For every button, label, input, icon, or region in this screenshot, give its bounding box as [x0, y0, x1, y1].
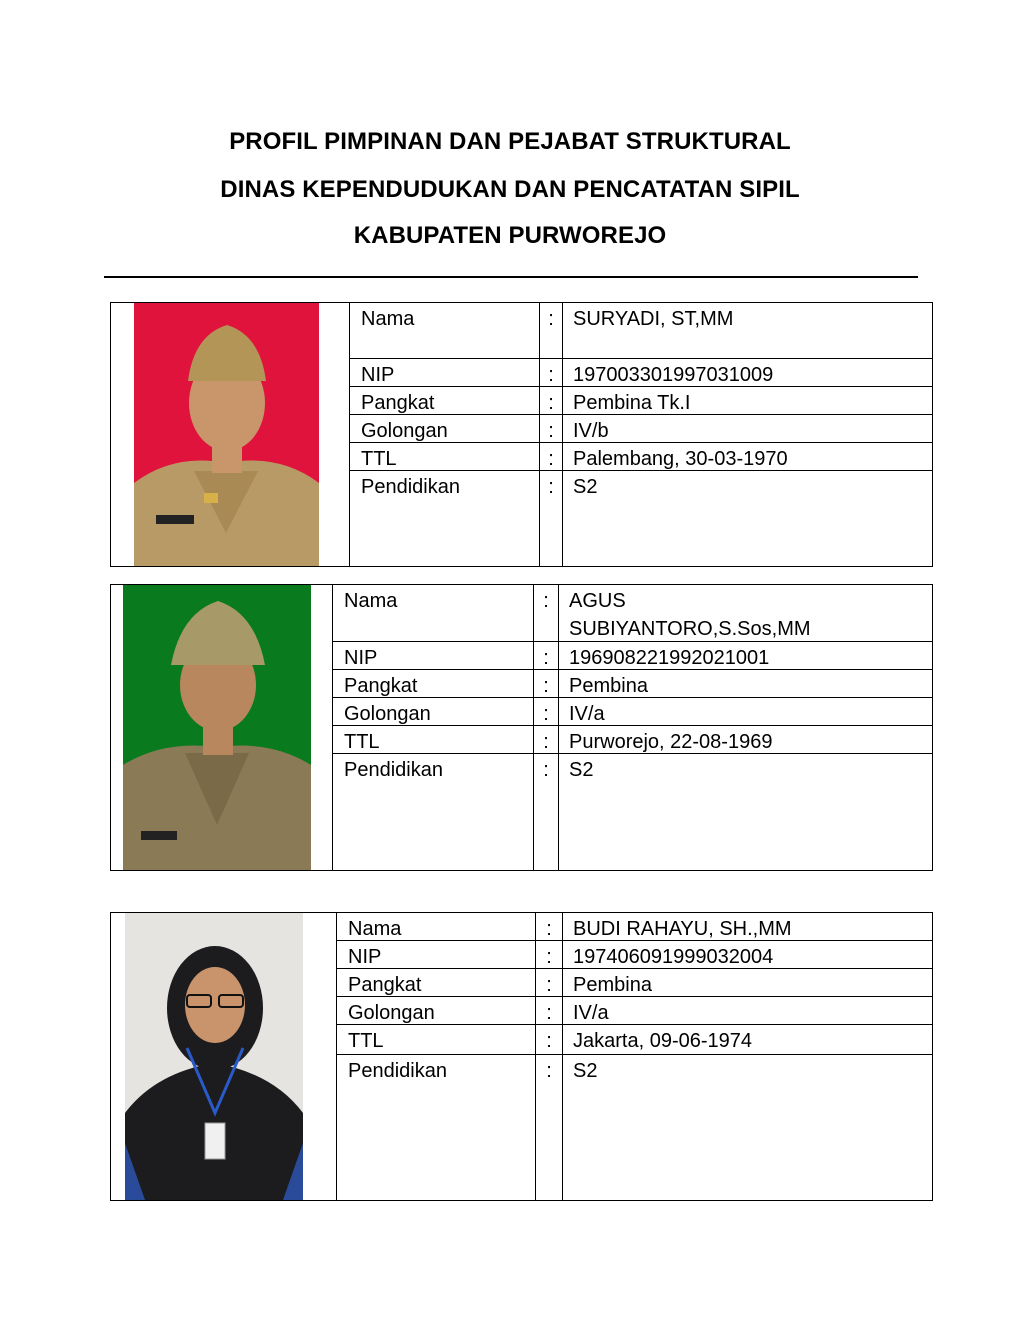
field-label: Golongan — [348, 1002, 435, 1024]
field-value: Pembina — [573, 974, 652, 996]
field-value: S2 — [573, 1060, 598, 1082]
table-row — [333, 754, 932, 870]
field-value: IV/b — [573, 420, 609, 442]
field-separator: : — [533, 585, 559, 641]
field-label: Nama — [361, 308, 415, 330]
field-separator: : — [539, 471, 563, 566]
field-label: Nama — [348, 918, 402, 940]
table-row — [333, 726, 932, 754]
field-separator: : — [535, 997, 563, 1024]
table-row — [337, 997, 932, 1025]
field-value: S2 — [569, 759, 594, 781]
table-row — [350, 471, 932, 566]
field-separator: : — [535, 913, 563, 940]
field-value: S2 — [573, 476, 598, 498]
profile-photo-2 — [123, 585, 311, 870]
field-label: TTL — [344, 731, 380, 753]
field-value: Purworejo, 22-08-1969 — [569, 731, 773, 753]
table-row — [333, 642, 932, 670]
table-row — [350, 387, 932, 415]
title-line-3: KABUPATEN PURWOREJO — [353, 222, 667, 249]
field-separator: : — [535, 941, 563, 968]
field-label: TTL — [361, 448, 397, 470]
field-label: NIP — [344, 647, 378, 669]
field-label: Pangkat — [348, 974, 422, 996]
table-row — [333, 698, 932, 726]
field-value: Palembang, 30-03-1970 — [573, 448, 788, 470]
field-value: Jakarta, 09-06-1974 — [573, 1030, 753, 1052]
profile-table-1 — [349, 303, 932, 566]
table-row — [337, 1055, 932, 1200]
field-value — [559, 585, 932, 641]
table-row — [350, 303, 932, 359]
profile-table-2 — [332, 585, 932, 870]
field-label: Pendidikan — [344, 759, 443, 781]
field-value: IV/a — [573, 1002, 609, 1024]
field-label: Golongan — [344, 703, 431, 725]
title-divider — [104, 276, 918, 278]
table-row — [350, 415, 932, 443]
profile-photo-1 — [134, 303, 319, 566]
field-separator: : — [535, 1055, 563, 1200]
table-row — [350, 443, 932, 471]
table-row — [333, 585, 932, 642]
field-value: Pembina Tk.I — [573, 392, 691, 414]
field-separator: : — [533, 670, 559, 697]
table-row — [350, 359, 932, 387]
field-separator: : — [533, 642, 559, 669]
profile-table-3 — [336, 913, 932, 1200]
field-separator: : — [535, 1025, 563, 1054]
field-separator: : — [539, 303, 563, 358]
field-label: NIP — [361, 364, 395, 386]
field-value: 197406091999032004 — [573, 946, 774, 968]
field-separator: : — [533, 726, 559, 753]
field-label: Nama — [344, 590, 398, 612]
profile-card-2 — [110, 584, 933, 871]
field-value: Pembina — [569, 675, 648, 697]
field-label: Pangkat — [344, 675, 418, 697]
field-label: NIP — [348, 946, 382, 968]
title-line-1: PROFIL PIMPINAN DAN PEJABAT STRUKTURAL — [229, 128, 791, 155]
field-value: 197003301997031009 — [573, 364, 774, 386]
field-value: 196908221992021001 — [569, 647, 770, 669]
table-row — [337, 1025, 932, 1055]
field-label: Golongan — [361, 420, 448, 442]
field-value-line-1: AGUS — [569, 590, 626, 612]
profile-card-3 — [110, 912, 933, 1201]
field-value: IV/a — [569, 703, 605, 725]
table-row — [337, 969, 932, 997]
field-label: Pendidikan — [348, 1060, 447, 1082]
field-separator: : — [533, 698, 559, 725]
field-label: Pangkat — [361, 392, 435, 414]
field-separator: : — [535, 969, 563, 996]
table-row — [337, 913, 932, 941]
field-label: Pendidikan — [361, 476, 460, 498]
field-separator: : — [539, 387, 563, 414]
field-separator: : — [539, 415, 563, 442]
field-value: BUDI RAHAYU, SH.,MM — [573, 918, 792, 940]
field-label: TTL — [348, 1030, 384, 1052]
field-separator: : — [539, 443, 563, 470]
title-line-2: DINAS KEPENDUDUKAN DAN PENCATATAN SIPIL — [220, 176, 800, 203]
table-row — [337, 941, 932, 969]
field-separator: : — [533, 754, 559, 870]
table-row — [333, 670, 932, 698]
field-value: SURYADI, ST,MM — [573, 308, 734, 330]
field-separator: : — [539, 359, 563, 386]
field-value-line-2: SUBIYANTORO,S.Sos,MM — [569, 618, 811, 640]
profile-photo-3 — [125, 913, 303, 1200]
profile-card-1 — [110, 302, 933, 567]
